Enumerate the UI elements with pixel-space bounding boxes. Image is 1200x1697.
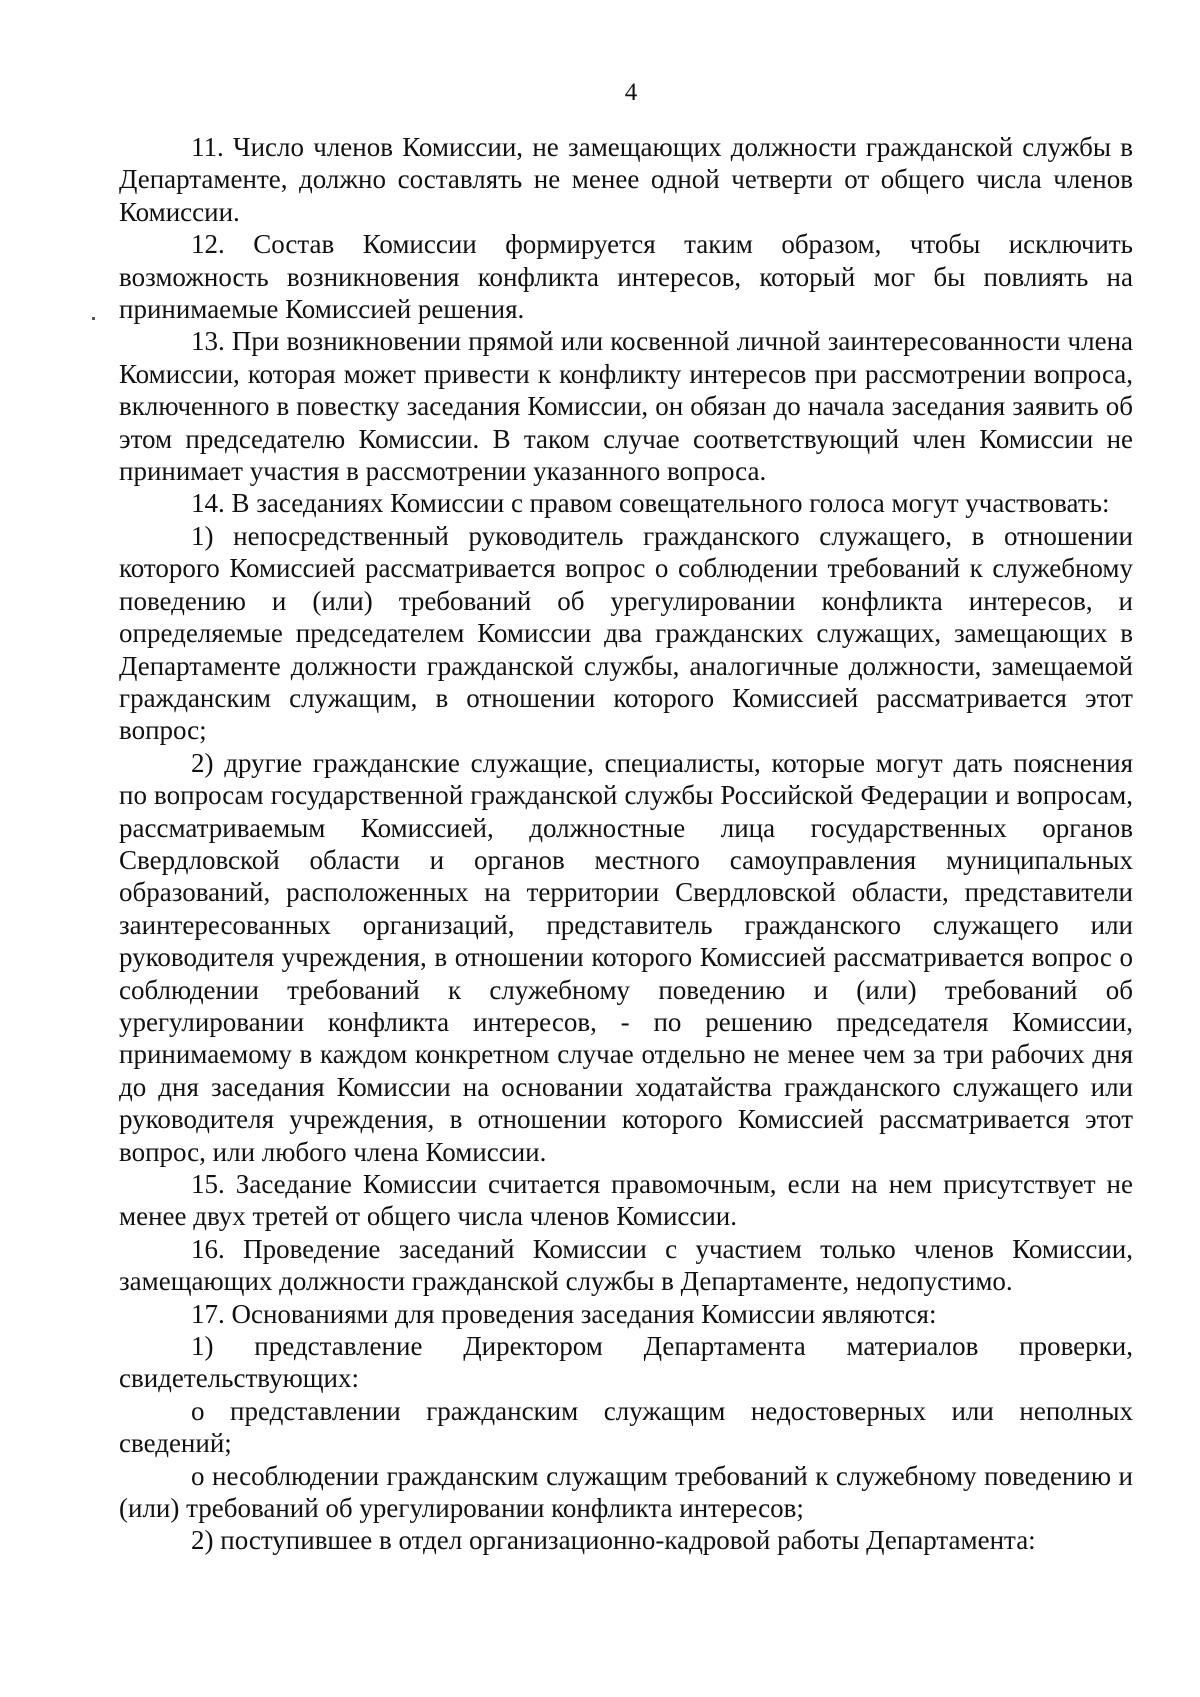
paragraph-14-item-2: 2) другие гражданские служащие, специалисты, которые могут дать пояснения по вопросам государственной гражданской службы Российской Федерации и вопросам, рассматриваемым Комиссией, должностные лица государственных органов Свердловской области и органов местного самоуправления муниципальных образований, расположенных на территории Свердловской области, представители заинтересованных организаций, представитель гражданского служащего или руководителя учреждения, в отношении которого Комиссией рассматривается вопрос о соблюдении требований к служебному поведению и (или) требований об урегулировании конфликта интересов, - по решению председателя Комиссии, принимаемому в каждом конкретном случае отдельно не менее чем за три рабочих дня до дня заседания Комиссии на основании ходатайства гражданского служащего или руководителя учреждения, в отношении которого Комиссией рассматривается этот вопрос, или любого члена Комиссии. [119, 747, 1133, 1167]
paragraph-17-item-2: 2) поступившее в отдел организационно-кадровой работы Департамента: [191, 1525, 1036, 1556]
document-body [119, 131, 1133, 1557]
paragraph-17-item-1-b: о несоблюдении гражданским служащим требований к служебному поведению и (или) требований об урегулировании конфликта интересов; [119, 1460, 1133, 1524]
paragraph-16: 16. Проведение заседаний Комиссии с участием только членов Комиссии, замещающих должности гражданской службы в Департаменте, недопустимо. [119, 1233, 1133, 1297]
paragraph-13: 13. При возникновении прямой или косвенной личной заинтересованности члена Комиссии, которая может привести к конфликту интересов при рассмотрении вопроса, включенного в повестку заседания Комиссии, он обязан до начала заседания заявить об этом председателю Комиссии. В таком случае соответствующий член Комиссии не принимает участия в рассмотрении указанного вопроса. [119, 326, 1133, 487]
paragraph-17: 17. Основаниями для проведения заседания Комиссии являются: [191, 1298, 937, 1329]
paragraph-12: 12. Состав Комиссии формируется таким образом, чтобы исключить возможность возникновения конфликта интересов, который мог бы повлиять на принимаемые Комиссией решения. [119, 229, 1133, 325]
paragraph-14-item-1: 1) непосредственный руководитель гражданского служащего, в отношении которого Комиссией рассматривается вопрос о соблюдении требований к служебному поведению и (или) требований об урегулировании конфликта интересов, и определяемые председателем Комиссии два гражданских служащих, замещающих в Департаменте должности гражданской службы, аналогичные должности, замещаемой гражданским служащим, в отношении которого Комиссией рассматривается этот вопрос; [119, 520, 1133, 746]
paragraph-14: 14. В заседаниях Комиссии с правом совещательного голоса могут участвовать: [191, 488, 1110, 519]
scan-speck [92, 317, 95, 320]
page-number: 4 [624, 79, 638, 106]
paragraph-11: 11. Число членов Комиссии, не замещающих должности гражданской службы в Департаменте, должно составлять не менее одной четверти от общего числа членов Комиссии. [119, 132, 1133, 227]
paragraph-15: 15. Заседание Комиссии считается правомочным, если на нем присутствует не менее двух третей от общего числа членов Комиссии. [119, 1169, 1133, 1232]
paragraph-17-item-1-a: о представлении гражданским служащим недостоверных или неполных сведений; [119, 1395, 1133, 1459]
paragraph-17-item-1: 1) представление Директором Департамента материалов проверки, свидетельствующих: [119, 1331, 1133, 1394]
